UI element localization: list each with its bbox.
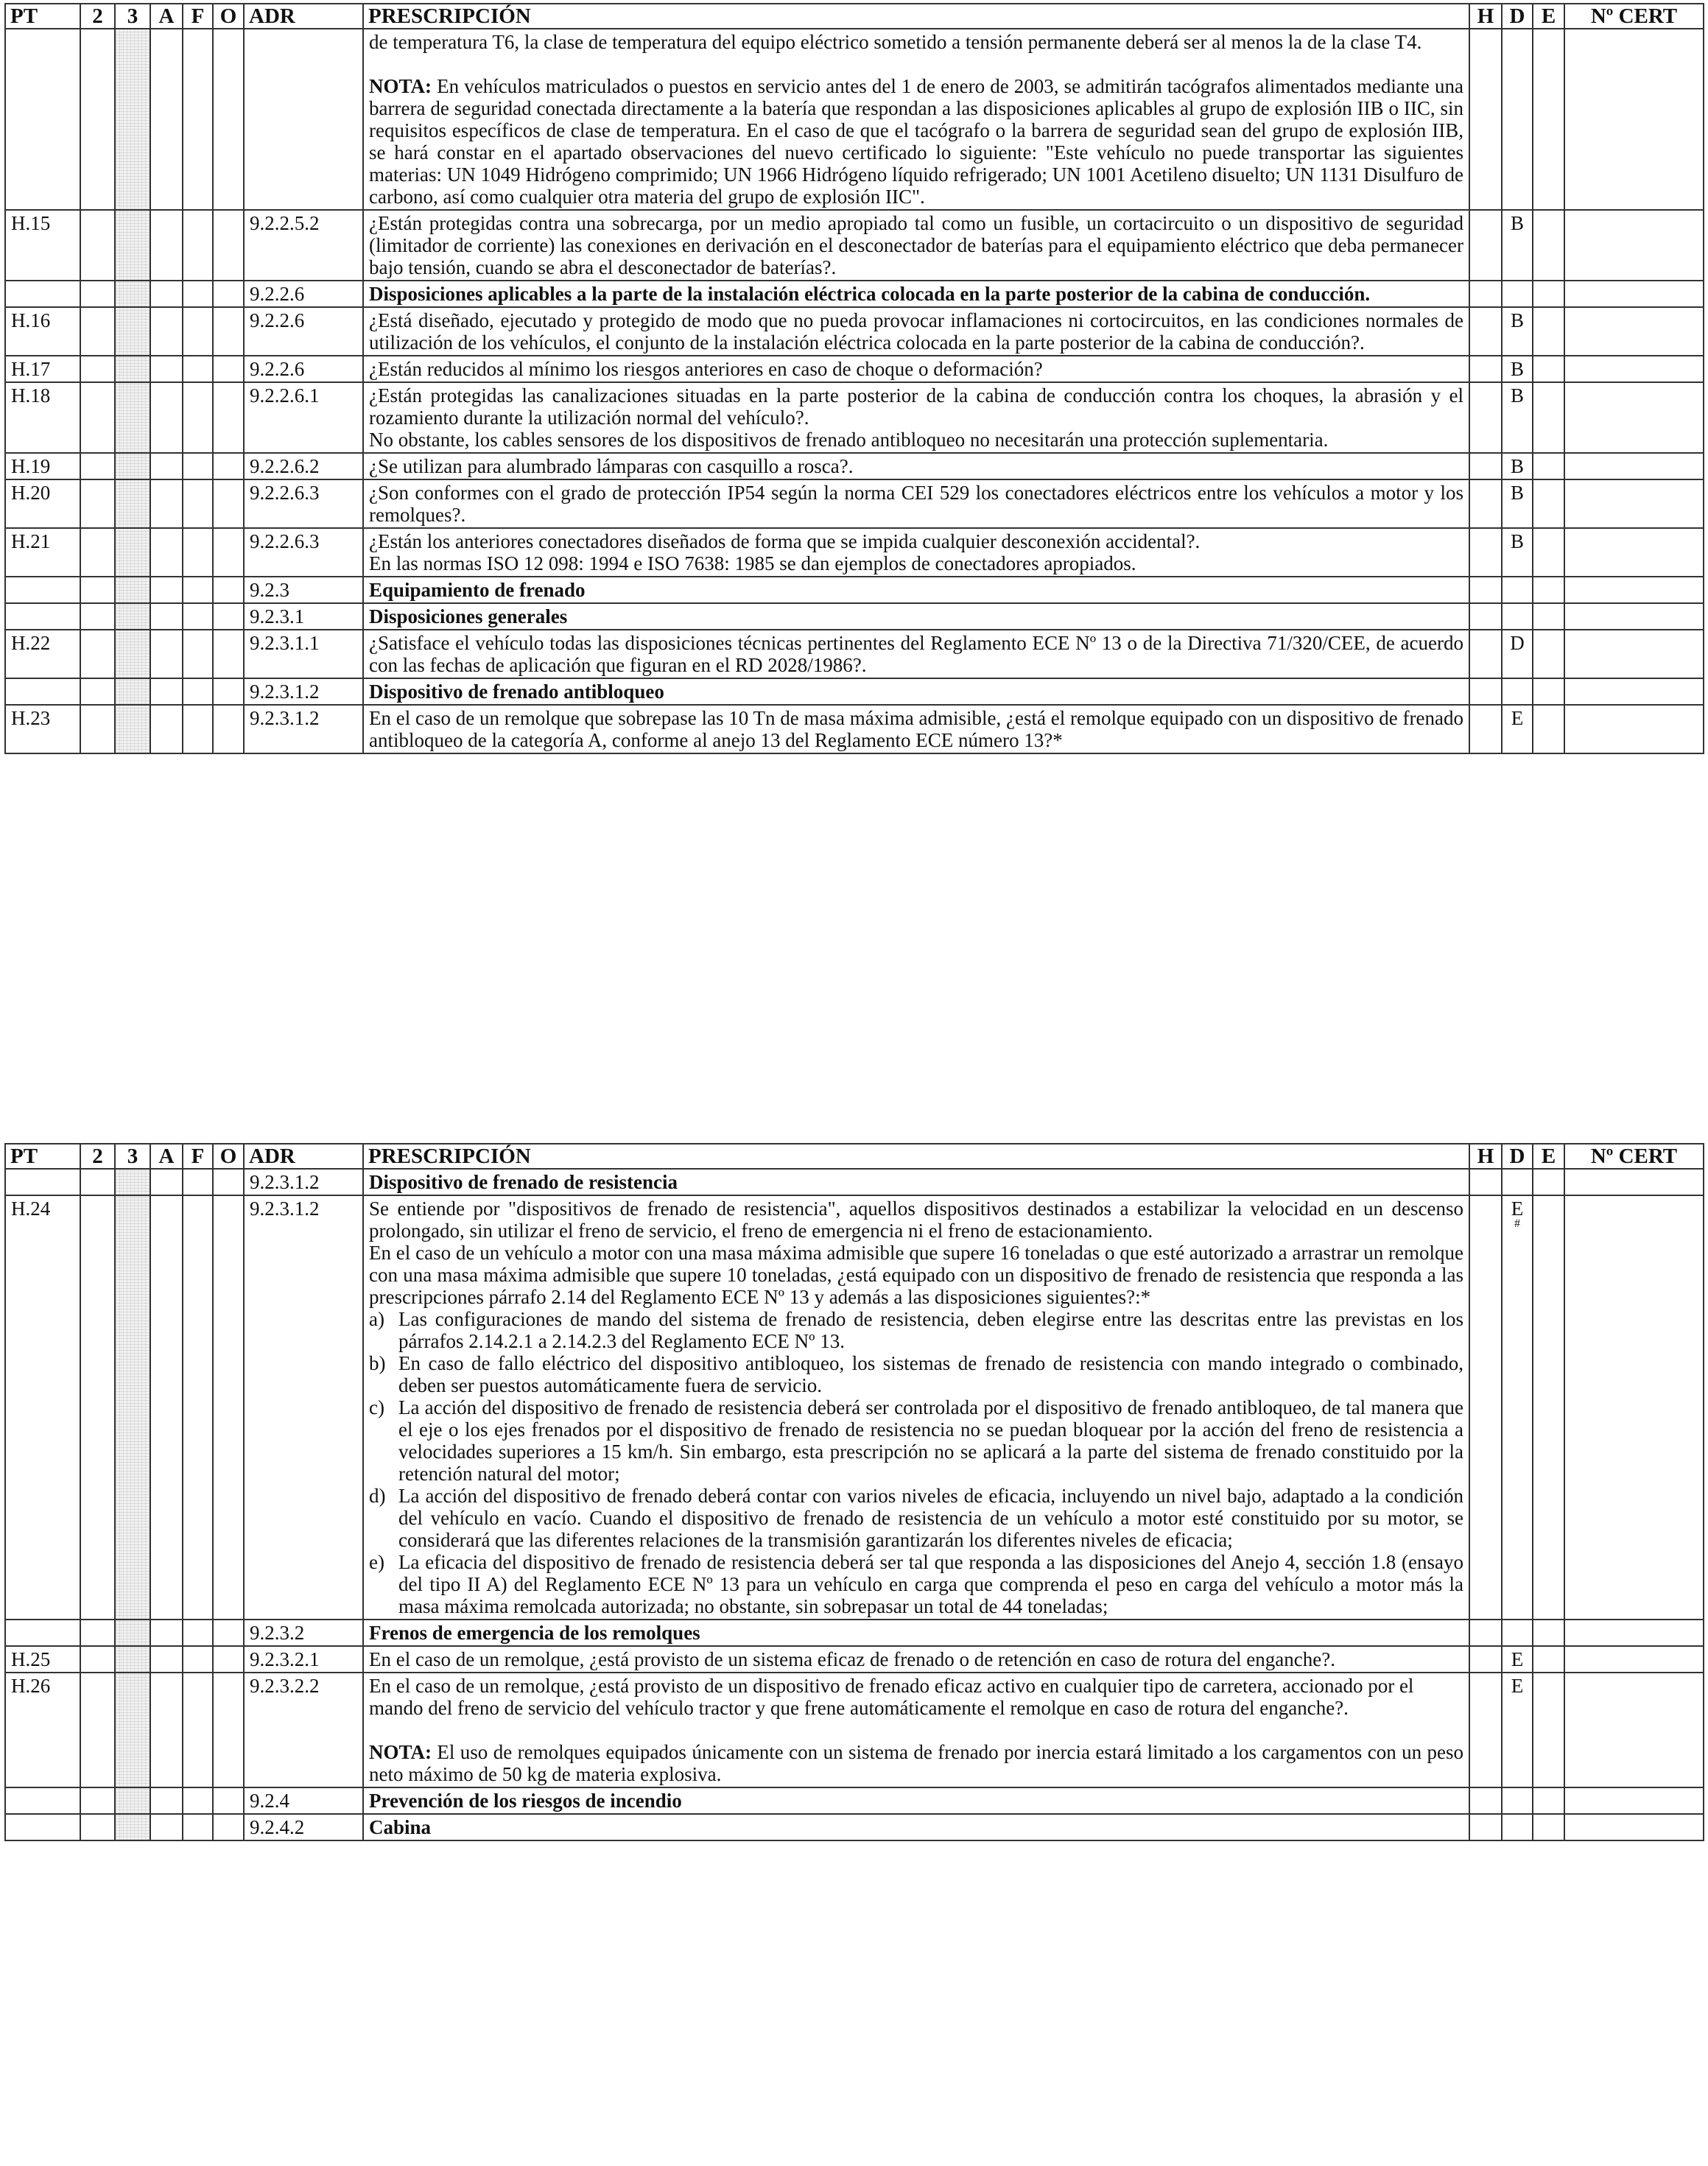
col-header-prescripcion: PRESCRIPCIÓN bbox=[363, 1144, 1469, 1169]
col-header-e: E bbox=[1533, 1144, 1564, 1169]
nota-block bbox=[369, 75, 1463, 208]
shaded-cell bbox=[115, 528, 150, 577]
d-mark: E bbox=[1502, 1646, 1533, 1673]
shaded-cell bbox=[115, 210, 150, 281]
table-row-h24 bbox=[5, 1195, 1704, 1620]
adr-ref: 9.2.2.6 bbox=[244, 281, 363, 307]
row-code: H.16 bbox=[5, 307, 80, 356]
d-mark: B bbox=[1502, 528, 1533, 577]
adr-ref: 9.2.3.2 bbox=[244, 1620, 363, 1646]
adr-ref: 9.2.2.6.1 bbox=[244, 382, 363, 453]
row-code: H.24 bbox=[5, 1195, 80, 1620]
col-header-pt: PT bbox=[5, 1144, 80, 1169]
section-row bbox=[5, 1787, 1704, 1814]
shaded-cell bbox=[115, 1814, 150, 1840]
table-row-h18 bbox=[5, 382, 1704, 453]
col-header-a: A bbox=[150, 1144, 183, 1169]
table-row-h16 bbox=[5, 307, 1704, 356]
table-row-h15 bbox=[5, 210, 1704, 281]
adr-ref: 9.2.3.1 bbox=[244, 603, 363, 630]
adr-ref: 9.2.2.6 bbox=[244, 307, 363, 356]
row-code: H.20 bbox=[5, 479, 80, 528]
table-row-h25 bbox=[5, 1646, 1704, 1673]
col-header-o: O bbox=[213, 1144, 244, 1169]
col-header-f: F bbox=[183, 1144, 213, 1169]
section-heading: Cabina bbox=[363, 1814, 1469, 1840]
table-row-h20 bbox=[5, 479, 1704, 528]
table-row-continuation bbox=[5, 29, 1704, 210]
row-code: H.26 bbox=[5, 1673, 80, 1787]
shaded-cell bbox=[115, 1787, 150, 1814]
prescription-text bbox=[363, 1673, 1469, 1787]
inspection-table-2 bbox=[4, 1143, 1704, 1841]
prescription-text: En el caso de un remolque, ¿está provisto de un sistema eficaz de frenado o de retención en caso de rotura del enganche?. bbox=[363, 1646, 1469, 1673]
col-header-a: A bbox=[150, 4, 183, 29]
section-row bbox=[5, 1620, 1704, 1646]
nota-label: NOTA: bbox=[369, 1741, 432, 1763]
row-code: H.21 bbox=[5, 528, 80, 577]
section-row bbox=[5, 1169, 1704, 1195]
shaded-cell bbox=[115, 453, 150, 479]
col-header-d: D bbox=[1502, 4, 1533, 29]
section-row bbox=[5, 1814, 1704, 1840]
adr-ref: 9.2.2.6.3 bbox=[244, 528, 363, 577]
section-row bbox=[5, 678, 1704, 705]
adr-ref: 9.2.3.1.2 bbox=[244, 705, 363, 753]
section-heading: Dispositivo de frenado de resistencia bbox=[363, 1169, 1469, 1195]
table-row-h19 bbox=[5, 453, 1704, 479]
d-mark-letter: E bbox=[1511, 1198, 1524, 1220]
d-mark: B bbox=[1502, 479, 1533, 528]
nota-block bbox=[369, 1741, 1463, 1785]
list-item bbox=[369, 1551, 1463, 1617]
shaded-cell bbox=[115, 1195, 150, 1620]
prescription-text: ¿Satisface el vehículo todas las disposiciones técnicas pertinentes del Reglamento ECE Nº 13 o de la Directiva 71/320/CEE, de acuerdo con las fechas de aplicación que figuran en el RD 2028/1986?. bbox=[363, 630, 1469, 678]
nota-label: NOTA: bbox=[369, 75, 432, 97]
nota-text: El uso de remolques equipados únicamente con un sistema de frenado por inercia estará limitado a los cargamentos con un peso neto máximo de 50 kg de materia explosiva. bbox=[369, 1741, 1463, 1785]
shaded-cell bbox=[115, 29, 150, 210]
list-item-label: c) bbox=[369, 1396, 384, 1418]
col-header-cert: Nº CERT bbox=[1564, 4, 1704, 29]
list-item-label: e) bbox=[369, 1551, 384, 1573]
table-row-h26 bbox=[5, 1673, 1704, 1787]
prescription-text bbox=[363, 528, 1469, 577]
shaded-cell bbox=[115, 678, 150, 705]
d-mark: D bbox=[1502, 630, 1533, 678]
d-mark: E bbox=[1502, 705, 1533, 753]
row-code: H.18 bbox=[5, 382, 80, 453]
prescription-continuation: de temperatura T6, la clase de temperatura del equipo eléctrico sometido a tensión permanente deberá ser al menos la de la clase T4. bbox=[369, 31, 1422, 53]
prescription-text: ¿Se utilizan para alumbrado lámparas con casquillo a rosca?. bbox=[363, 453, 1469, 479]
list-item-label: d) bbox=[369, 1485, 386, 1507]
adr-ref: 9.2.2.5.2 bbox=[244, 210, 363, 281]
row-code: H.17 bbox=[5, 356, 80, 382]
col-header-h: H bbox=[1469, 4, 1502, 29]
col-header-3: 3 bbox=[115, 1144, 150, 1169]
prescription-paragraph: En las normas ISO 12 098: 1994 e ISO 7638: 1985 se dan ejemplos de conectadores apropiados. bbox=[369, 552, 1136, 574]
section-row bbox=[5, 603, 1704, 630]
shaded-cell bbox=[115, 307, 150, 356]
shaded-cell bbox=[115, 1169, 150, 1195]
col-header-3: 3 bbox=[115, 4, 150, 29]
list-item-label: a) bbox=[369, 1308, 384, 1330]
row-code: H.19 bbox=[5, 453, 80, 479]
adr-ref: 9.2.3 bbox=[244, 577, 363, 603]
list-item-text: La acción del dispositivo de frenado de resistencia deberá ser controlada por el dispositivo de frenado antibloqueo, de tal manera que el eje o los ejes frenados por el dispositivo de frenado de resistencia no se puedan bloquear por la acción del freno de resistencia a velocidades superiores a 15 km/h. Sin embargo, esta prescripción no se aplicará a la parte del sistema de frenado constituido por la retención natural del motor; bbox=[398, 1396, 1463, 1485]
section-row bbox=[5, 577, 1704, 603]
list-item bbox=[369, 1396, 1463, 1485]
prescription-text: En el caso de un remolque que sobrepase las 10 Tn de masa máxima admisible, ¿está el remolque equipado con un dispositivo de frenado antibloqueo de la categoría A, conforme al anejo 13 del Reglamento ECE número 13?* bbox=[363, 705, 1469, 753]
adr-ref: 9.2.4.2 bbox=[244, 1814, 363, 1840]
adr-ref: 9.2.3.2.1 bbox=[244, 1646, 363, 1673]
d-mark bbox=[1502, 1195, 1533, 1620]
col-header-pt: PT bbox=[5, 4, 80, 29]
list-item-text: Las configuraciones de mando del sistema de frenado de resistencia, deben elegirse entre las descritas entre las previstas en los párrafos 2.14.2.1 a 2.14.2.3 del Reglamento ECE Nº 13. bbox=[398, 1308, 1463, 1352]
list-item-text: La eficacia del dispositivo de frenado de resistencia deberá ser tal que responda a las disposiciones del Anejo 4, sección 1.8 (ensayo del tipo II A) del Reglamento ECE Nº 13 para un vehículo en carga que comprenda el peso en carga del vehículo a motor más la masa máxima remolcada autorizada; no obstante, sin sobrepasar un total de 44 toneladas; bbox=[398, 1551, 1463, 1617]
col-header-2: 2 bbox=[80, 4, 115, 29]
section-row bbox=[5, 281, 1704, 307]
shaded-cell bbox=[115, 577, 150, 603]
section-heading: Dispositivo de frenado antibloqueo bbox=[363, 678, 1469, 705]
section-heading: Disposiciones generales bbox=[363, 603, 1469, 630]
list-item bbox=[369, 1485, 1463, 1551]
list-item bbox=[369, 1308, 1463, 1352]
header-row bbox=[5, 1144, 1704, 1169]
shaded-cell bbox=[115, 1673, 150, 1787]
row-code: H.25 bbox=[5, 1646, 80, 1673]
inspection-table-1 bbox=[4, 3, 1704, 754]
section-heading: Prevención de los riesgos de incendio bbox=[363, 1787, 1469, 1814]
prescription-text: ¿Son conformes con el grado de protección IP54 según la norma CEI 529 los conectadores eléctricos entre los vehículos a motor y los remolques?. bbox=[363, 479, 1469, 528]
d-mark: B bbox=[1502, 382, 1533, 453]
prescription-text: ¿Está diseñado, ejecutado y protegido de modo que no pueda provocar inflamaciones ni cortocircuitos, en las condiciones normales de utilización de los vehículos, el conjunto de la instalación eléctrica colocada en la parte posterior de la cabina de conducción?. bbox=[363, 307, 1469, 356]
shaded-cell bbox=[115, 603, 150, 630]
d-mark: B bbox=[1502, 453, 1533, 479]
shaded-cell bbox=[115, 1620, 150, 1646]
adr-ref: 9.2.3.1.2 bbox=[244, 678, 363, 705]
table-row-h21 bbox=[5, 528, 1704, 577]
row-code: H.15 bbox=[5, 210, 80, 281]
col-header-e: E bbox=[1533, 4, 1564, 29]
d-mark-note: # bbox=[1514, 1217, 1520, 1230]
table-row-h23 bbox=[5, 705, 1704, 753]
adr-ref: 9.2.3.1.2 bbox=[244, 1195, 363, 1620]
prescription-paragraph: En el caso de un vehículo a motor con una masa máxima admisible que supere 16 toneladas o que esté autorizado a arrastrar un remolque con una masa máxima admisible que supere 10 toneladas, ¿está equipado con un dispositivo de frenado de resistencia que responda a las prescripciones párrafo 2.14 del Reglamento ECE Nº 13 y además a las disposiciones siguientes?:* bbox=[369, 1242, 1463, 1308]
adr-ref: 9.2.2.6 bbox=[244, 356, 363, 382]
col-header-prescripcion: PRESCRIPCIÓN bbox=[363, 4, 1469, 29]
section-heading: Disposiciones aplicables a la parte de la instalación eléctrica colocada en la parte posterior de la cabina de conducción. bbox=[363, 281, 1469, 307]
list-item-label: b) bbox=[369, 1352, 386, 1374]
adr-ref: 9.2.3.2.2 bbox=[244, 1673, 363, 1787]
nota-text: En vehículos matriculados o puestos en servicio antes del 1 de enero de 2003, se admitirán tacógrafos alimentados mediante una barrera de seguridad conectada directamente a la batería que respondan a las disposiciones aplicables al grupo de explosión IIB o IIC, sin requisitos específicos de clase de temperatura. En el caso de que el tacógrafo o la barrera de seguridad sean del grupo de explosión IIB, se hará constar en el apartado observaciones del nuevo certificado lo siguiente: "Este vehículo no puede transportar las siguientes materias: UN 1049 Hidrógeno comprimido; UN 1966 Hidrógeno líquido refrigerado; UN 1001 Acetileno disuelto; UN 1131 Disulfuro de carbono, así como cualquier otra materia del grupo de explosión IIC". bbox=[369, 75, 1463, 208]
adr-ref: 9.2.2.6.2 bbox=[244, 453, 363, 479]
prescription-paragraph: ¿Están los anteriores conectadores diseñados de forma que se impida cualquier desconexión accidental?. bbox=[369, 530, 1201, 552]
adr-ref: 9.2.3.1.1 bbox=[244, 630, 363, 678]
adr-ref: 9.2.2.6.3 bbox=[244, 479, 363, 528]
table-row-h22 bbox=[5, 630, 1704, 678]
d-mark: E bbox=[1502, 1673, 1533, 1787]
list-item bbox=[369, 1352, 1463, 1396]
prescription-text bbox=[363, 1195, 1469, 1620]
prescription-paragraph: ¿Están protegidas las canalizaciones situadas en la parte posterior de la cabina de conducción contra los choques, la abrasión y el rozamiento durante la utilización normal del vehículo?. bbox=[369, 384, 1463, 429]
row-code: H.23 bbox=[5, 705, 80, 753]
shaded-cell bbox=[115, 479, 150, 528]
d-mark: B bbox=[1502, 210, 1533, 281]
header-row bbox=[5, 4, 1704, 29]
col-header-adr: ADR bbox=[244, 4, 363, 29]
col-header-d: D bbox=[1502, 1144, 1533, 1169]
section-heading: Equipamiento de frenado bbox=[363, 577, 1469, 603]
adr-ref: 9.2.3.1.2 bbox=[244, 1169, 363, 1195]
col-header-o: O bbox=[213, 4, 244, 29]
prescription-text bbox=[363, 29, 1469, 210]
shaded-cell bbox=[115, 705, 150, 753]
col-header-cert: Nº CERT bbox=[1564, 1144, 1704, 1169]
col-header-adr: ADR bbox=[244, 1144, 363, 1169]
shaded-cell bbox=[115, 281, 150, 307]
list-item-text: La acción del dispositivo de frenado deberá contar con varios niveles de eficacia, incluyendo un nivel bajo, adaptado a la condición del vehículo en vacío. Cuando el dispositivo de frenado de resistencia de un vehículo a motor esté constituido por su motor, se considerará que las diferentes relaciones de la transmisión garantizarán los diferentes niveles de eficacia; bbox=[398, 1485, 1463, 1551]
list-item-text: En caso de fallo eléctrico del dispositivo antibloqueo, los sistemas de frenado de resistencia con mando integrado o combinado, deben ser puestos automáticamente fuera de servicio. bbox=[398, 1352, 1463, 1396]
shaded-cell bbox=[115, 1646, 150, 1673]
col-header-2: 2 bbox=[80, 1144, 115, 1169]
d-mark: B bbox=[1502, 307, 1533, 356]
prescription-text: ¿Están protegidas contra una sobrecarga, por un medio apropiado tal como un fusible, un cortacircuito o un dispositivo de seguridad (limitador de corriente) las conexiones en derivación en el desconectador de baterías para el equipamiento eléctrico que deba permanecer bajo tensión, cuando se abra el desconectador de baterías?. bbox=[363, 210, 1469, 281]
col-header-h: H bbox=[1469, 1144, 1502, 1169]
col-header-f: F bbox=[183, 4, 213, 29]
prescription-text: ¿Están reducidos al mínimo los riesgos anteriores en caso de choque o deformación? bbox=[363, 356, 1469, 382]
row-code: H.22 bbox=[5, 630, 80, 678]
prescription-paragraph: Se entiende por "dispositivos de frenado de resistencia", aquellos dispositivos destinados a estabilizar la velocidad en un descenso prolongado, sin utilizar el freno de servicio, el freno de emergencia ni el freno de estacionamiento. bbox=[369, 1198, 1463, 1242]
shaded-cell bbox=[115, 382, 150, 453]
table-row-h17 bbox=[5, 356, 1704, 382]
adr-ref: 9.2.4 bbox=[244, 1787, 363, 1814]
prescription-paragraph: No obstante, los cables sensores de los dispositivos de frenado antibloqueo no necesitarán una protección suplementaria. bbox=[369, 429, 1329, 451]
shaded-cell bbox=[115, 630, 150, 678]
d-mark: B bbox=[1502, 356, 1533, 382]
shaded-cell bbox=[115, 356, 150, 382]
prescription-text bbox=[363, 382, 1469, 453]
section-heading: Frenos de emergencia de los remolques bbox=[363, 1620, 1469, 1646]
prescription-paragraph: En el caso de un remolque, ¿está provisto de un dispositivo de frenado eficaz activo en cualquier tipo de carretera, accionado por el mando del freno de servicio del vehículo tractor y que frene automáticamente el remolque en caso de rotura del enganche?. bbox=[369, 1675, 1414, 1719]
